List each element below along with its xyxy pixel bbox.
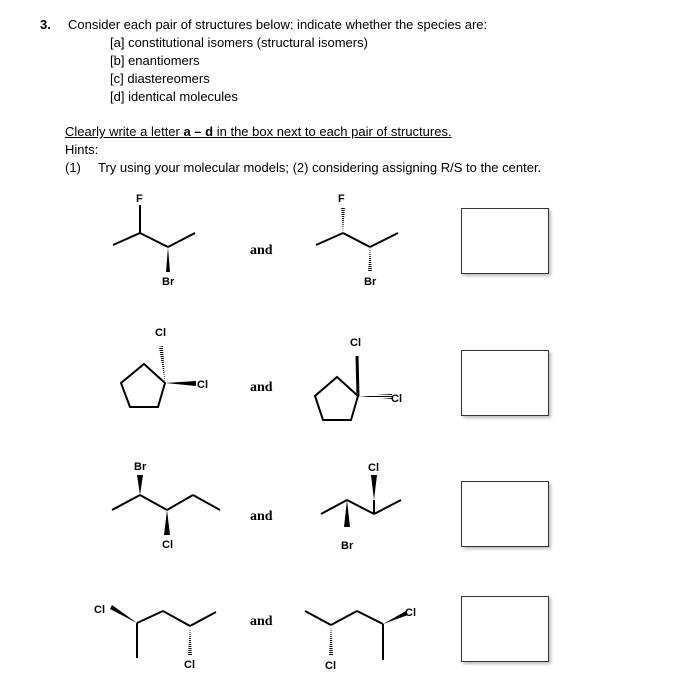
option-b: [b] enantiomers	[110, 53, 200, 68]
pair-2-and: and	[250, 380, 273, 395]
pair-3-left-atom-1: Br	[134, 461, 147, 473]
pair-3-left-structure	[112, 495, 220, 510]
pair-2-left-structure	[121, 364, 165, 407]
instruction-bold: a – d	[183, 124, 214, 139]
pair-2-right-hash-bond	[358, 394, 392, 399]
pair-4-and: and	[250, 614, 273, 629]
pair-2-right-atom-2: Cl	[391, 393, 402, 405]
pair-2-right-atom-1: Cl	[350, 337, 361, 349]
pair-4-left-structure	[137, 611, 216, 658]
pair-1-left-hash-bond	[166, 247, 170, 272]
question-prompt: Consider each pair of structures below: indicate whether the species are:	[68, 17, 488, 32]
option-d: [d] identical molecules	[110, 89, 238, 104]
pair-3-right-atom-2: Br	[341, 540, 354, 552]
pair-1-right-structure	[316, 233, 398, 247]
question-number: 3.	[40, 17, 51, 32]
hint-number: (1)	[65, 160, 81, 175]
pair-1-and: and	[250, 243, 273, 258]
hints-label: Hints:	[65, 142, 99, 157]
pair-2-right-structure	[315, 356, 358, 420]
pair-4-left-bonds	[110, 605, 192, 655]
pair-4-right-structure	[305, 611, 383, 660]
pair-1-left-atom-1: F	[136, 193, 143, 205]
hint-text: Try using your molecular models; (2) considering assigning R/S to the center.	[98, 160, 542, 175]
pair-3-right-structure	[321, 500, 401, 514]
instruction-pre: Clearly write a letter	[65, 124, 184, 139]
pair-4-left-atom-1: Cl	[94, 604, 105, 616]
pair-3-and: and	[250, 509, 273, 524]
instruction-post: in the box next to each pair of structures.	[213, 124, 452, 139]
pair-3-right-atom-1: Cl	[368, 462, 379, 474]
pair-4-right-atom-2: Cl	[325, 660, 336, 672]
pair-3-left-atom-2: Cl	[162, 539, 173, 551]
pair-1-right-atom-1: F	[338, 193, 345, 205]
pair-2-left-bonds	[159, 346, 196, 386]
option-a: [a] constitutional isomers (structural isomers)	[110, 35, 368, 50]
pair-1-left-atom-2: Br	[162, 276, 175, 288]
pair-2-left-atom-1: Cl	[155, 327, 166, 339]
pair-4-left-atom-2: Cl	[184, 659, 195, 671]
pair-2-left-atom-2: Cl	[197, 379, 208, 391]
pair-1-left-structure	[113, 205, 195, 247]
pair-4-right-atom-1: Cl	[405, 607, 416, 619]
option-c: [c] diastereomers	[110, 71, 210, 86]
pair-3-left-wedges	[137, 475, 170, 535]
pair-1-right-atom-2: Br	[364, 276, 377, 288]
